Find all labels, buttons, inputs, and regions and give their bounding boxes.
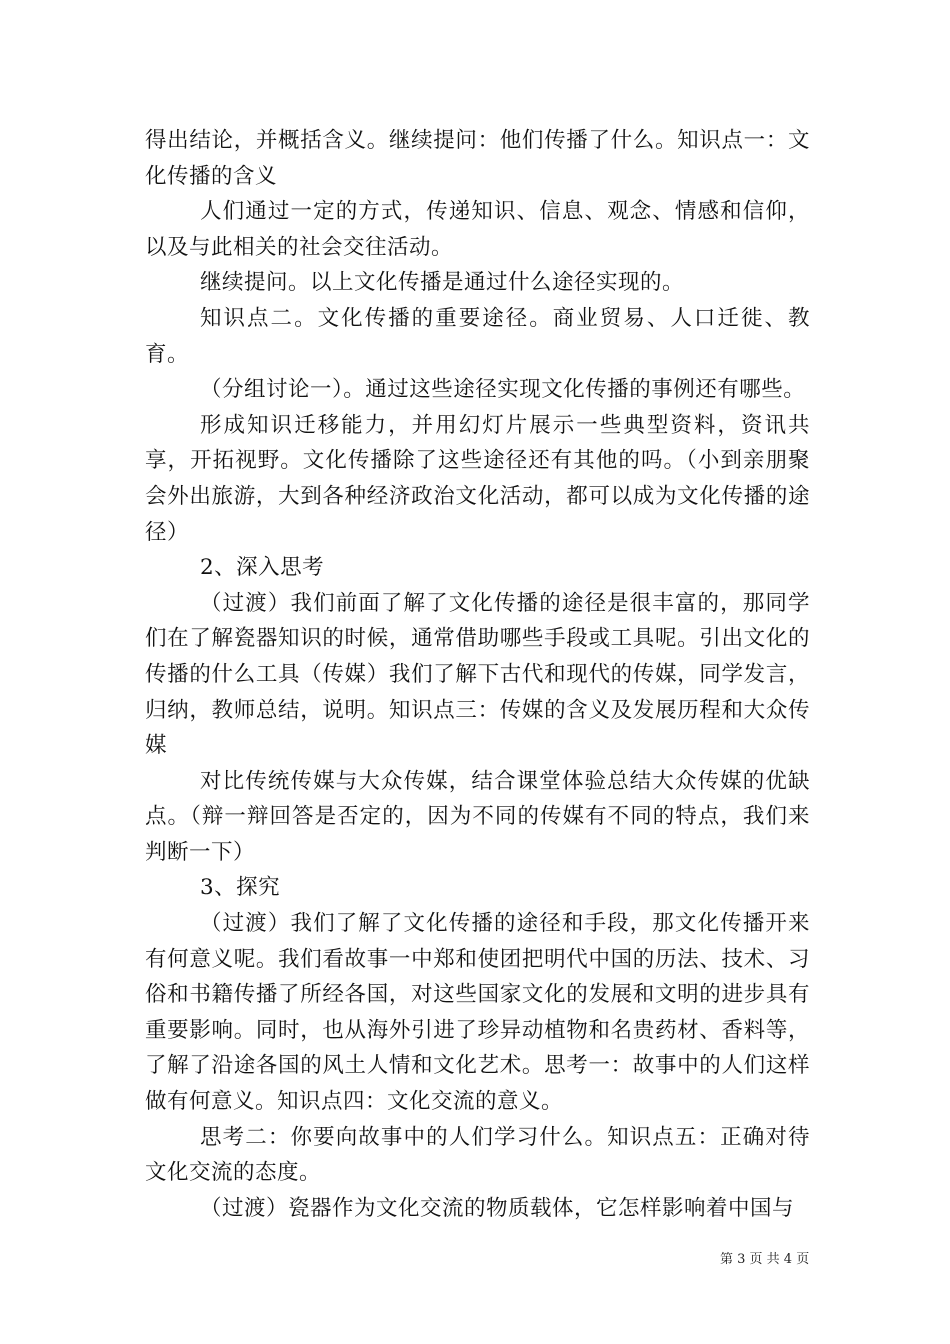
paragraph-knowledge-point-two: 知识点二。文化传播的重要途径。商业贸易、人口迁徙、教育。 [145,305,810,367]
paragraph-thinking-two: 思考二：你要向故事中的人们学习什么。知识点五：正确对待文化交流的态度。 [145,1124,810,1186]
document-body [145,123,810,1226]
paragraph-conclusion: 得出结论，并概括含义。继续提问：他们传播了什么。知识点一：文化传播的含义 [145,128,810,189]
page-number-footer: 第 3 页 共 4 页 [720,1252,810,1267]
paragraph-porcelain-transition: （过渡）瓷器作为文化交流的物质载体，它怎样影响着中国与 [200,1195,795,1221]
section-heading-explore: 3、探究 [200,875,281,901]
paragraph-zheng-he-story: （过渡）我们了解了文化传播的途径和手段，那文化传播开来有何意义呢。我们看故事一中郑和使团把明代中国的历法、技术、习俗和书籍传播了所经各国，对这些国家文化的发展和文明的进步具有重要影响。同时，也从海外引进了珍异动植物和名贵药材、香料等，了解了沿途各国的风土人情和文化艺术。思考一：故事中的人们这样做有何意义。知识点四：文化交流的意义。 [145,911,810,1115]
paragraph-knowledge-transfer: 形成知识迁移能力，并用幻灯片展示一些典型资料，资讯共享，开拓视野。文化传播除了这些途径还有其他的吗。（小到亲朋聚会外出旅游，大到各种经济政治文化活动，都可以成为文化传播的途径） [145,412,810,545]
paragraph-media-transition: （过渡）我们前面了解了文化传播的途径是很丰富的，那同学们在了解瓷器知识的时候，通常借助哪些手段或工具呢。引出文化的传播的什么工具（传媒）我们了解下古代和现代的传媒，同学发言，归纳，教师总结，说明。知识点三：传媒的含义及发展历程和大众传媒 [145,590,810,759]
paragraph-group-discussion: （分组讨论一）。通过这些途径实现文化传播的事例还有哪些。 [200,377,806,403]
paragraph-question: 继续提问。以上文化传播是通过什么途径实现的。 [200,270,685,296]
section-heading-deep-thinking: 2、深入思考 [200,555,325,581]
paragraph-media-comparison: 对比传统传媒与大众传媒，结合课堂体验总结大众传媒的优缺点。（辩一辩回答是否定的，因为不同的传媒有不同的特点，我们来判断一下） [145,768,810,865]
paragraph-definition: 人们通过一定的方式，传递知识、信息、观念、情感和信仰，以及与此相关的社会交往活动。 [145,199,810,260]
